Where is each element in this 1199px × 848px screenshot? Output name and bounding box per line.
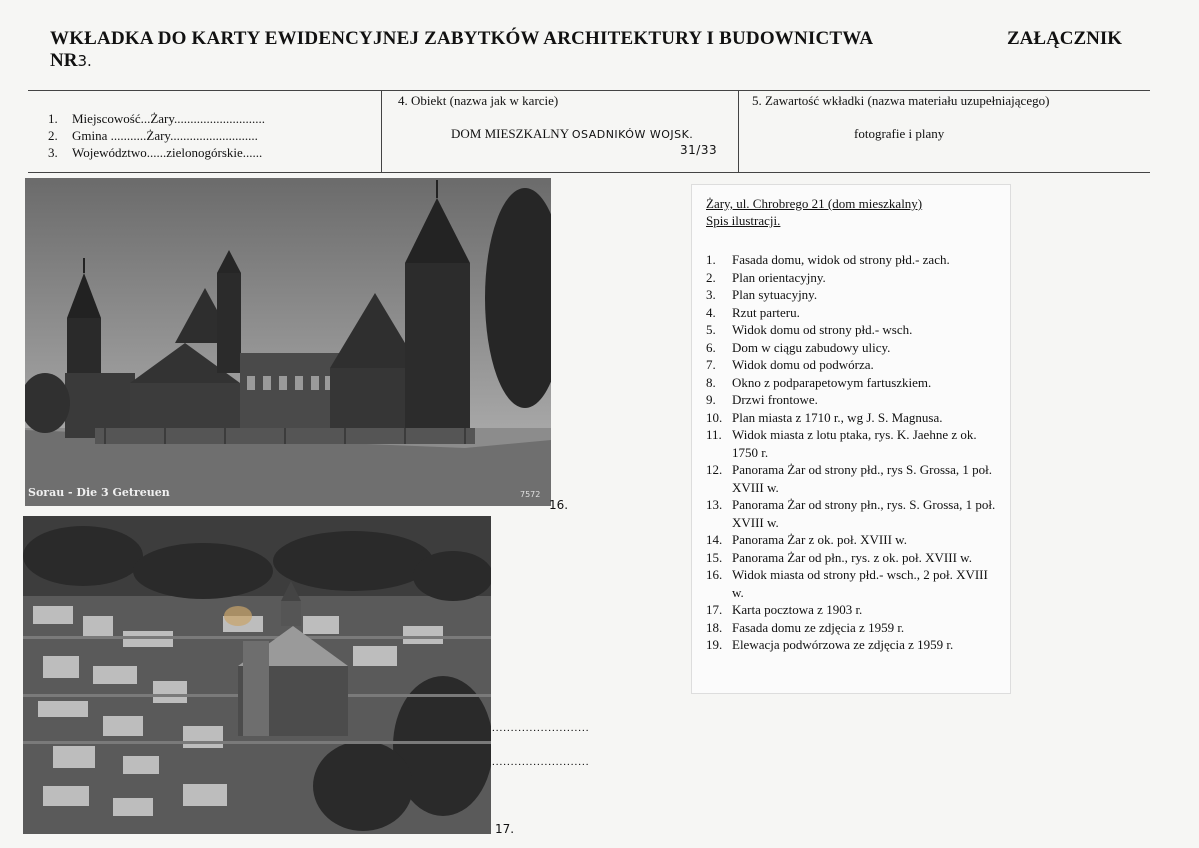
list-item: 1. Fasada domu, widok od strony płd.- zach. — [706, 252, 950, 267]
attachment-number — [50, 50, 92, 72]
list-item: 2. Plan orientacyjny. — [706, 269, 826, 285]
location-list — [48, 110, 265, 161]
list-item: 9. Drzwi frontowe. — [706, 392, 818, 407]
dotted-line-2: .......................... — [492, 756, 590, 768]
attachment-label: ZAŁĄCZNIK — [1007, 28, 1123, 49]
list-item: 10. Plan miasta z 1710 r., wg J. S. Magnusa. — [706, 409, 943, 425]
object-handwritten-number: 31/33 — [680, 143, 718, 157]
list-item: 18. Fasada domu ze zdjęcia z 1959 r. — [706, 619, 905, 635]
aerial-image — [23, 516, 491, 834]
object-heading: 4. Obiekt (nazwa jak w karcie) — [398, 93, 559, 108]
content-value: fotografie i plany — [854, 126, 945, 141]
list-item: 4. Rzut parteru. — [706, 304, 800, 320]
list-item: 7. Widok domu od podwórza. — [706, 357, 874, 372]
list-item: 11. Widok miasta z lotu ptaka, rys. K. Jaehne z ok. 1750 r. — [706, 427, 977, 460]
postcard-photo — [25, 178, 551, 506]
table-bottom-border — [28, 172, 1150, 173]
list-item: 19. Elewacja podwórzowa ze zdjęcia z 1959 r. — [706, 637, 954, 652]
list-item: 3. Plan sytuacyjny. — [706, 287, 818, 302]
content-heading: 5. Zawartość wkładki (nazwa materiału uzupełniającego) — [752, 93, 1050, 108]
illustrations-list — [706, 251, 998, 654]
object-name — [451, 126, 693, 142]
object-name-handwritten: OSADNIKÓW WOJSK. — [571, 128, 694, 141]
list-item: 17. Karta pocztowa z 1903 r. — [706, 602, 863, 617]
location-item: 2. Gmina ...........Żary........................... — [48, 128, 258, 143]
nr-value: 3. — [77, 52, 92, 70]
nr-label: NR — [50, 50, 78, 71]
list-item: 12. Panorama Żar od strony płd., rys S. Grossa, 1 poł. XVIII w. — [706, 462, 992, 495]
postcard-caption: Sorau - Die 3 Getreuen — [28, 486, 170, 499]
postcard-code: 7572 — [520, 490, 541, 499]
list-item: 15. Panorama Żar od płn., rys. z ok. poł. XVIII w. — [706, 549, 972, 565]
table-divider-2 — [738, 90, 739, 172]
page-title: WKŁADKA DO KARTY EWIDENCYJNEJ ZABYTKÓW ARCHITEKTURY I BUDOWNICTWA — [50, 28, 874, 49]
list-item: 8. Okno z podparapetowym fartuszkiem. — [706, 374, 932, 390]
table-divider-1 — [381, 90, 382, 172]
object-name-typed: DOM MIESZKALNY — [451, 126, 569, 141]
list-item: 6. Dom w ciągu zabudowy ulicy. — [706, 339, 891, 355]
list-item: 16. Widok miasta od strony płd.- wsch., 2 poł. XVIII w. — [706, 567, 988, 600]
postcard-image — [25, 178, 551, 506]
illustrations-heading-address: Żary, ul. Chrobrego 21 (dom mieszkalny) — [706, 196, 923, 211]
photo-number-17: 17. — [495, 822, 515, 836]
list-item: 5. Widok domu od strony płd.- wsch. — [706, 322, 913, 337]
aerial-photo — [23, 516, 491, 834]
dotted-line-1: .......................... — [492, 722, 590, 734]
photo-number-16: 16. — [549, 498, 569, 512]
location-item: 1. Miejscowość...Żary............................ — [48, 111, 266, 126]
location-item: 3. Województwo......zielonogórskie...... — [48, 145, 263, 160]
list-item: 13. Panorama Żar od strony płn., rys. S. Grossa, 1 poł. XVIII w. — [706, 497, 996, 530]
illustrations-panel — [691, 184, 1011, 694]
list-item: 14. Panorama Żar z ok. poł. XVIII w. — [706, 532, 907, 547]
table-top-border — [28, 90, 1150, 91]
illustrations-heading-title: Spis ilustracji. — [706, 213, 781, 228]
